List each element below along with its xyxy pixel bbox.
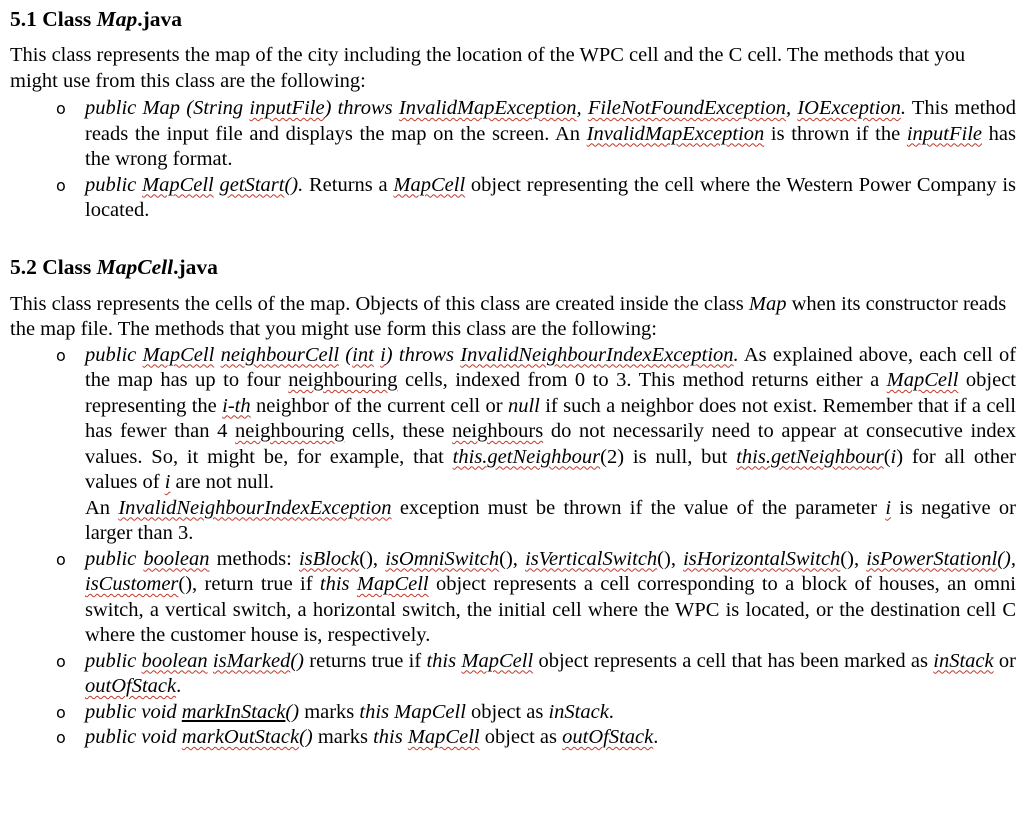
state-name: outOfStack	[562, 726, 654, 748]
exception-name: InvalidMapException	[398, 97, 577, 119]
description-text: has the wrong format.	[85, 122, 1016, 170]
signature-text: ()	[299, 726, 313, 748]
state-name: inStack	[933, 649, 994, 672]
description-text: As explained above, each cell of the map has up to four	[85, 343, 1017, 391]
description-text: return true if	[197, 573, 320, 595]
description-text: cells, these	[344, 420, 453, 442]
description-text: if such a neighbor does not exist. Remember that if a cell has fewer than 4	[85, 394, 1016, 442]
separator: .	[900, 97, 907, 119]
description-text: neighbor of the current cell or	[250, 394, 508, 417]
bullet-marker: o	[56, 728, 66, 747]
spelling-flagged-word: neighbouring	[235, 420, 345, 442]
signature-text: ()	[285, 700, 300, 723]
signature-text: public	[85, 547, 144, 570]
type-name: int	[352, 343, 374, 366]
param-name: i	[164, 471, 171, 493]
description-text: object as	[479, 726, 563, 748]
separator: .	[653, 726, 659, 748]
method-name: markInStack	[181, 700, 286, 723]
type-name: boolean	[141, 649, 208, 672]
description-text: object represents a cell corresponding to a block of houses, an omni switch, a vertical switch, a horizontal switch, the initial cell where the WPC is located, or the destination cell C where the customer house is, respectively.	[85, 573, 1016, 646]
state-name: inStack	[548, 700, 609, 723]
description-text: object as	[465, 700, 549, 723]
description-text: is negative or larger than 3.	[85, 496, 1016, 544]
separator: (),	[840, 547, 867, 570]
separator: (),	[657, 547, 684, 570]
description-text: object representing the	[85, 369, 1017, 417]
list-item	[10, 343, 1016, 547]
signature-text: ) throws	[385, 343, 461, 366]
method-name: isCustomer	[85, 573, 179, 595]
type-name: MapCell	[356, 573, 429, 595]
method-name: isHorizontalSwitch	[683, 547, 841, 570]
section-5-1-method-list	[10, 96, 1016, 224]
type-name: MapCell	[142, 173, 214, 196]
method-name: neighbourCell	[220, 343, 340, 366]
heading-class-name: MapCell	[96, 254, 174, 279]
exception-name: IOException	[797, 97, 901, 119]
section-5-2-method-list	[10, 343, 1016, 751]
exception-name: InvalidNeighbourIndexException	[460, 343, 734, 366]
intro-text: This class represents the cells of the map. Objects of this class are created inside the class	[10, 292, 749, 315]
description-text: object representing the cell where the Western Power Company is located.	[85, 173, 1017, 221]
type-name: boolean	[143, 547, 210, 570]
bullet-marker: o	[56, 175, 66, 195]
separator: (),	[178, 573, 198, 595]
exception-name: InvalidNeighbourIndexException	[118, 496, 392, 519]
description-text: is thrown if the	[764, 122, 907, 145]
method-call: this.getNeighbour	[452, 445, 601, 468]
keyword: null	[507, 394, 540, 417]
method-name: isOmniSwitch	[385, 547, 500, 570]
description-text: object represents a cell that has been marked as	[533, 649, 934, 672]
signature-text: ()	[290, 649, 304, 672]
keyword: this	[426, 649, 457, 672]
list-item	[10, 725, 1016, 751]
type-name: MapCell	[142, 343, 215, 366]
type-name: MapCell	[461, 649, 534, 672]
separator: .	[176, 675, 182, 697]
heading-class-name: Map	[96, 7, 138, 31]
list-item	[10, 700, 1016, 726]
signature-text: (	[339, 343, 353, 366]
heading-number: 5.1 Class	[10, 7, 97, 31]
keyword: this	[319, 573, 350, 595]
description-text: This method reads the input file and displays the map on the screen. An	[85, 97, 1017, 145]
heading-number: 5.2 Class	[10, 254, 97, 279]
param-name: i-th	[222, 394, 251, 417]
method-name: isBlock	[298, 547, 360, 570]
description-text: methods:	[209, 547, 299, 570]
description-text: exception must be thrown if the value of the parameter	[391, 496, 886, 519]
section-5-2-heading	[10, 252, 1016, 282]
param-name: i	[890, 445, 897, 468]
description-text: An	[85, 496, 119, 519]
description-text: marks	[299, 700, 360, 723]
bullet-marker: o	[56, 702, 66, 722]
class-name: Map	[748, 292, 787, 315]
param-name: i	[885, 496, 892, 519]
method-name: getStart	[219, 173, 285, 196]
heading-extension: .java	[137, 7, 183, 31]
spelling-flagged-word: neighbouring	[288, 369, 398, 391]
method-call: this.getNeighbour	[736, 445, 884, 468]
exception-name: FileNotFoundException	[587, 97, 786, 119]
param-name: i	[380, 343, 386, 366]
separator: ,	[785, 97, 798, 119]
signature-text: public	[85, 649, 142, 672]
section-5-1-intro: This class represents the map of the city including the location of the WPC cell and the C cell. The methods that you might use from this class are the following:	[10, 44, 966, 92]
list-item	[10, 96, 1016, 173]
description-text: are not null.	[170, 471, 275, 493]
method-name: isMarked	[212, 649, 291, 672]
description-text: Returns a	[303, 173, 394, 196]
description-text: do not necessarily need to appear at consecutive index values. So, it might be, for example, that	[85, 420, 1016, 468]
description-text: cells, indexed from 0 to 3. This method returns either a	[397, 369, 887, 391]
separator: .	[608, 700, 614, 723]
description-text: ) for all other values of	[85, 445, 1016, 493]
type-name: MapCell	[886, 369, 959, 391]
separator: (),	[997, 547, 1016, 570]
bullet-marker: o	[56, 345, 66, 365]
signature-text: public	[85, 343, 143, 366]
separator: (),	[499, 547, 526, 570]
state-name: outOfStack	[85, 675, 177, 697]
signature-text: public	[85, 173, 143, 196]
bullet-marker: o	[56, 549, 66, 569]
method-name: isPowerStationl	[866, 547, 998, 570]
description-text: (	[883, 445, 891, 468]
signature-text: public void	[85, 726, 182, 748]
separator: .	[733, 343, 739, 366]
description-text: returns true if	[303, 649, 427, 672]
method-name: isVerticalSwitch	[525, 547, 658, 570]
list-item	[10, 649, 1016, 700]
signature-text: public void	[85, 700, 182, 723]
separator: (),	[359, 547, 386, 570]
section-5-2-intro	[10, 292, 1016, 343]
signature-param: inputFile	[249, 97, 325, 119]
type-name: MapCell	[407, 726, 480, 748]
signature-text: ().	[284, 173, 304, 196]
intro-text: when its constructor reads the map file. The methods that you might use form this class are the following:	[10, 292, 1007, 340]
keyword: this MapCell	[359, 700, 466, 723]
param-name: inputFile	[906, 122, 982, 145]
description-text: or	[993, 649, 1016, 672]
separator: ,	[576, 97, 588, 119]
type-name: MapCell	[393, 173, 466, 196]
exception-name: InvalidMapException	[586, 122, 765, 145]
heading-extension: .java	[173, 254, 218, 279]
spelling-flagged-word: neighbours	[452, 420, 544, 442]
list-item	[10, 173, 1016, 224]
bullet-marker: o	[56, 651, 66, 671]
list-item	[10, 547, 1016, 649]
signature-text: public Map (String	[85, 97, 250, 119]
keyword: this	[373, 726, 403, 748]
description-text: marks	[312, 726, 374, 748]
bullet-marker: o	[56, 99, 66, 118]
description-text: (2) is null, but	[600, 445, 737, 468]
method-name: markOutStack	[181, 726, 300, 748]
section-5-1-heading	[10, 4, 1016, 34]
signature-text: ) throws	[324, 97, 399, 119]
separator	[350, 573, 357, 595]
